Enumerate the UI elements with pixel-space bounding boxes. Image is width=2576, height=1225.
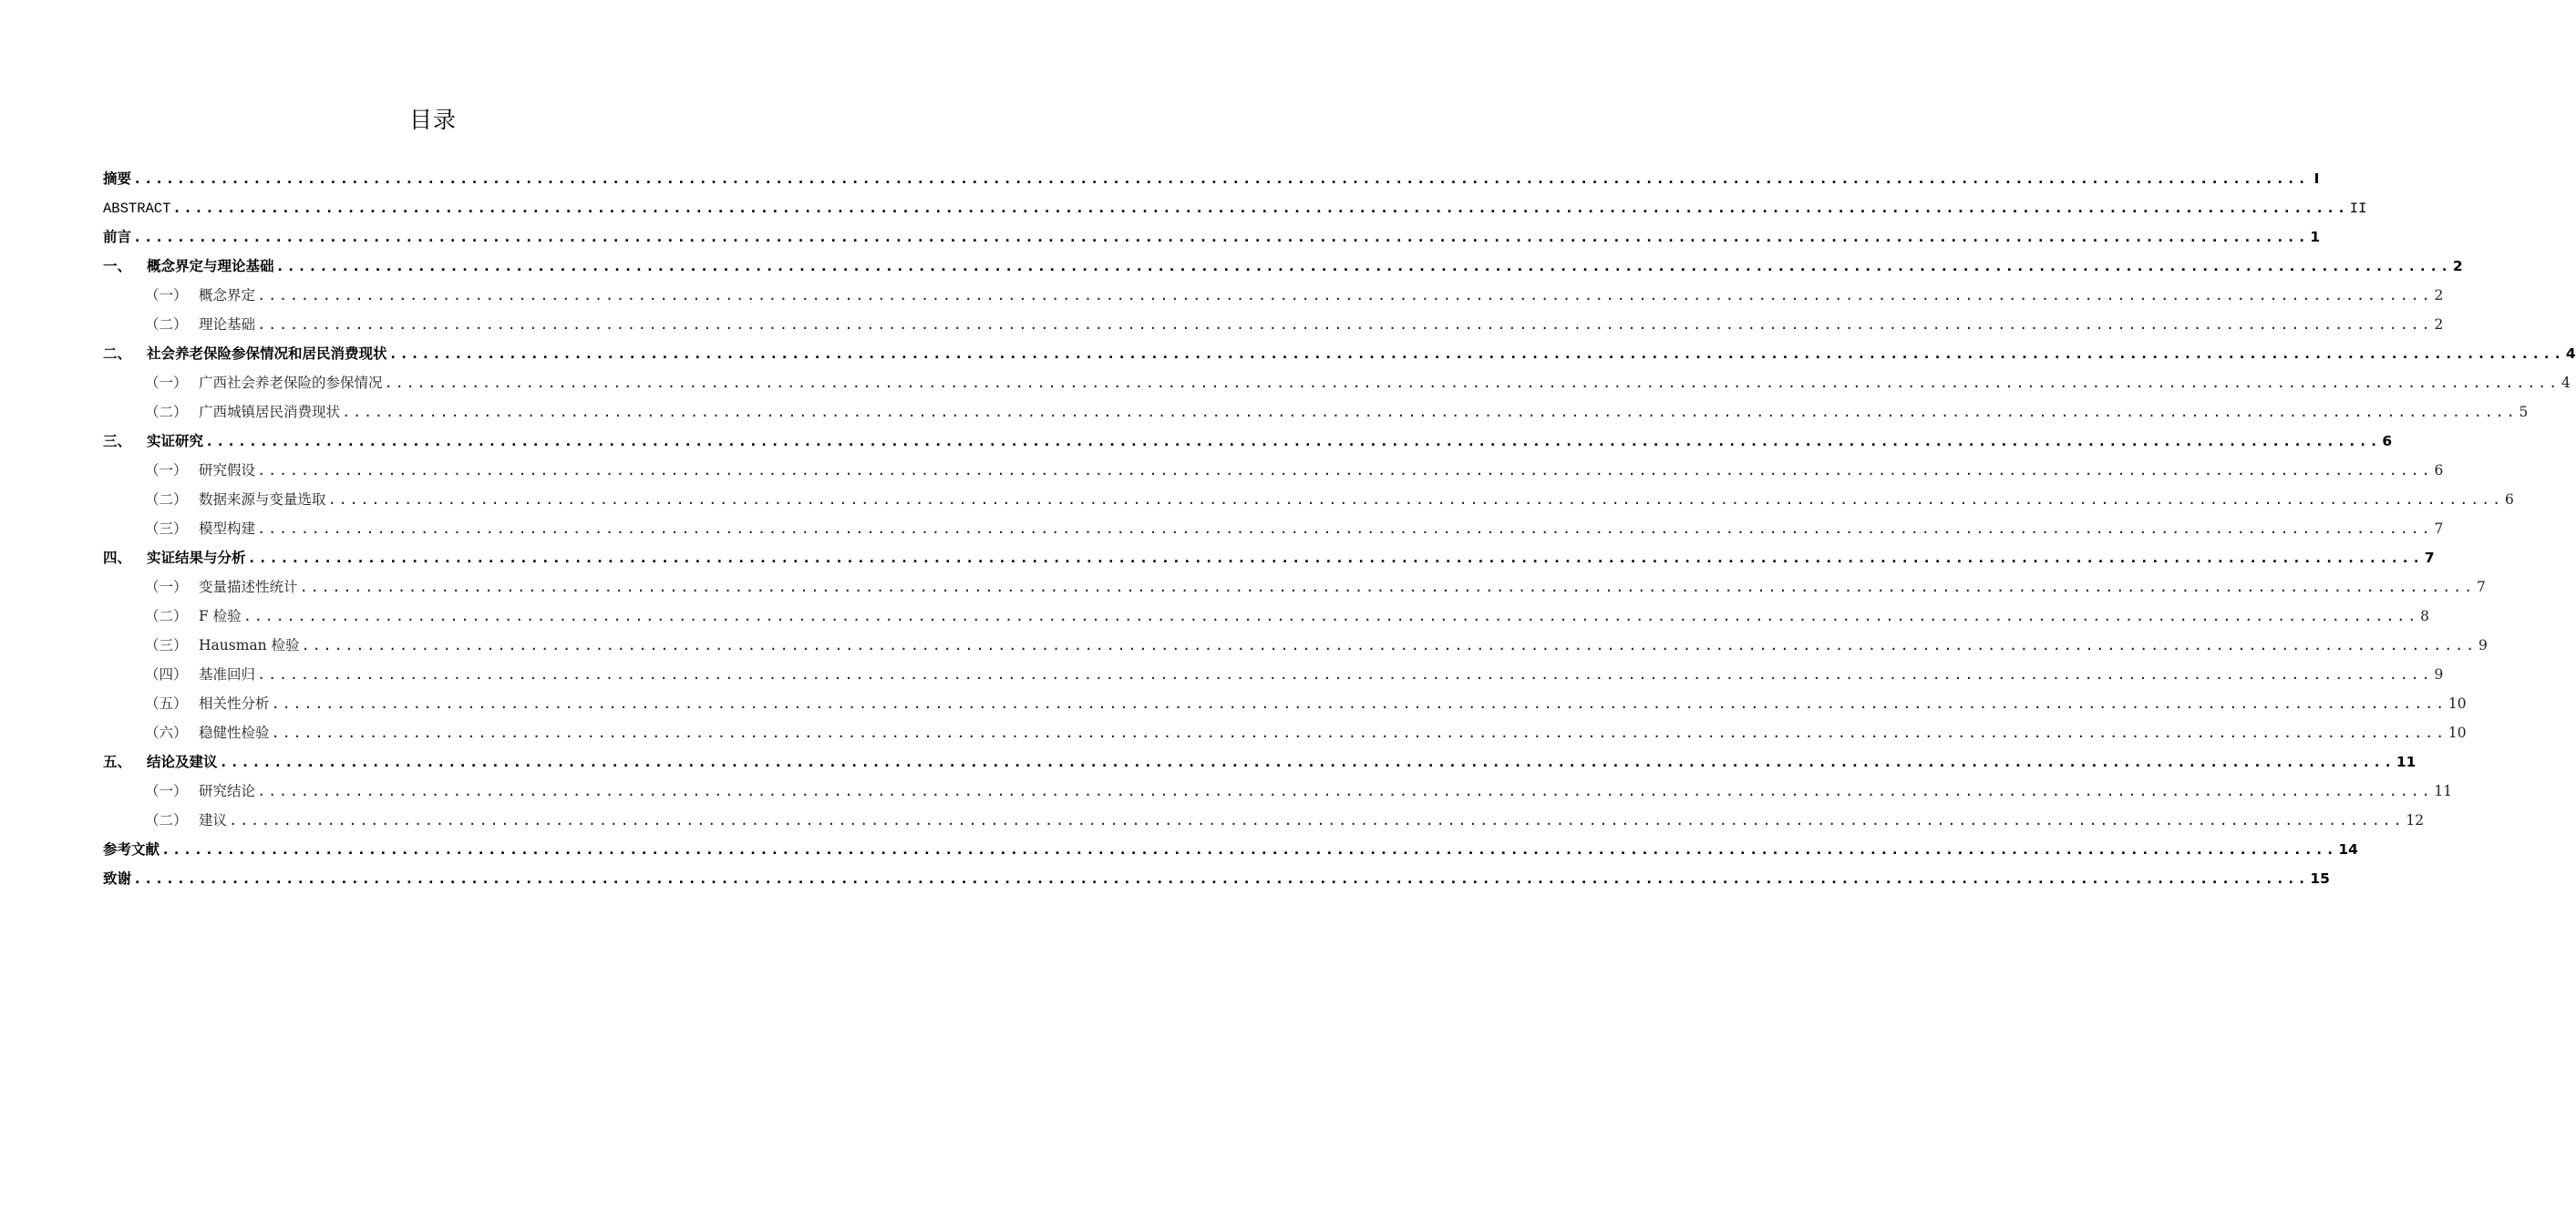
toc-entry[interactable] bbox=[103, 689, 2467, 718]
toc-entry-text: 稳健性检验 bbox=[199, 725, 270, 741]
toc-leader-dots: ........................................................................................................................................................................................................ bbox=[257, 666, 2433, 683]
toc-leader-dots: ........................................................................................................................................................................................................ bbox=[161, 841, 2337, 858]
toc-entry-text: 数据来源与变量选取 bbox=[199, 491, 326, 508]
toc-entry-page: 6 bbox=[2505, 491, 2514, 508]
toc-entry[interactable] bbox=[103, 456, 2444, 485]
toc-entry-page: 8 bbox=[2420, 608, 2430, 624]
toc-entry-text: 概念界定 bbox=[199, 287, 256, 304]
toc-leader-dots: ........................................................................................................................................................................................................ bbox=[275, 258, 2451, 274]
toc-entry[interactable] bbox=[103, 806, 2425, 835]
toc-leader-dots: ........................................................................................................................................................................................................ bbox=[257, 316, 2433, 333]
toc-leader-dots: ........................................................................................................................................................................................................ bbox=[229, 812, 2405, 829]
toc-entry[interactable] bbox=[103, 631, 2488, 660]
toc-entry-label bbox=[103, 164, 131, 193]
toc-entry-number: 三、 bbox=[103, 433, 132, 449]
toc-entry-page: 10 bbox=[2447, 725, 2467, 741]
toc-entry-label bbox=[145, 660, 255, 689]
toc-leader-dots: ........................................................................................................................................................................................................ bbox=[257, 462, 2433, 479]
toc-entry-page: I bbox=[2313, 170, 2320, 187]
toc-leader-dots: ........................................................................................................................................................................................................ bbox=[133, 870, 2309, 887]
toc-entry-text: 概念界定与理论基础 bbox=[147, 258, 274, 274]
toc-entry[interactable] bbox=[103, 252, 2463, 281]
toc-entry-label bbox=[145, 631, 300, 660]
toc-entry-label bbox=[145, 602, 242, 631]
toc-leader-dots: ........................................................................................................................................................................................................ bbox=[301, 637, 2477, 654]
toc-entry-page: 1 bbox=[2310, 229, 2321, 245]
toc-entry-label bbox=[145, 777, 255, 806]
toc-leader-dots: ........................................................................................................................................................................................................ bbox=[388, 345, 2564, 362]
toc-entry-page: 14 bbox=[2338, 841, 2358, 858]
toc-entry-page: 5 bbox=[2519, 404, 2529, 420]
toc-entry-number: （二） bbox=[145, 491, 188, 508]
toc-entry[interactable] bbox=[103, 777, 2453, 806]
toc-entry-page: 6 bbox=[2434, 462, 2444, 479]
toc-entry[interactable] bbox=[103, 397, 2529, 427]
toc-leader-dots: ........................................................................................................................................................................................................ bbox=[384, 375, 2560, 391]
toc-leader-dots: ........................................................................................................................................................................................................ bbox=[342, 404, 2518, 420]
toc-entry-label bbox=[145, 806, 227, 835]
toc-entry-label bbox=[145, 310, 255, 339]
toc-entry-number: （四） bbox=[145, 666, 188, 683]
toc-leader-dots: ........................................................................................................................................................................................................ bbox=[257, 783, 2433, 799]
toc-entry-number: 一、 bbox=[103, 258, 132, 274]
toc-entry-number: （二） bbox=[145, 812, 188, 829]
toc-entry-text: 结论及建议 bbox=[147, 754, 218, 770]
toc-entry-text: 社会养老保险参保情况和居民消费现状 bbox=[147, 345, 387, 362]
toc-entry-text: 前言 bbox=[103, 229, 132, 245]
toc-entry[interactable] bbox=[103, 835, 2358, 864]
toc-entry-page: 7 bbox=[2434, 520, 2444, 537]
toc-entry-number: （二） bbox=[145, 316, 188, 333]
toc-entry[interactable] bbox=[103, 427, 2393, 456]
toc-entry-page: 15 bbox=[2310, 870, 2330, 887]
toc-entry-label bbox=[145, 397, 340, 427]
toc-entry[interactable] bbox=[103, 602, 2430, 631]
toc-entry-number: （一） bbox=[145, 287, 188, 304]
toc-entry-label bbox=[103, 252, 274, 281]
toc-entry-text: 变量描述性统计 bbox=[199, 579, 298, 595]
toc-entry[interactable] bbox=[103, 514, 2444, 543]
toc-entry-text: 建议 bbox=[199, 812, 228, 829]
toc-entry-page: 7 bbox=[2424, 550, 2435, 566]
toc-entry-text: 实证结果与分析 bbox=[147, 550, 246, 566]
toc-entry-text: 参考文献 bbox=[103, 841, 160, 858]
toc-entry-page: 11 bbox=[2396, 754, 2416, 770]
toc-entry-text: 理论基础 bbox=[199, 316, 256, 333]
toc-entry-label bbox=[145, 572, 298, 602]
toc-entry-number: （三） bbox=[145, 520, 188, 537]
toc-entry-number: 五、 bbox=[103, 754, 132, 770]
toc-entry-label bbox=[103, 543, 246, 572]
toc-entry-number: （一） bbox=[145, 375, 188, 391]
toc-entry[interactable] bbox=[103, 281, 2444, 310]
toc-entry-number: 二、 bbox=[103, 345, 132, 362]
toc-entry-text: 研究结论 bbox=[199, 783, 256, 799]
toc-entry-number: （三） bbox=[145, 637, 188, 654]
toc-entry[interactable] bbox=[103, 864, 2330, 893]
toc-entry-text: F 检验 bbox=[199, 608, 242, 624]
toc-entry[interactable] bbox=[103, 368, 2571, 397]
toc-entry-label bbox=[145, 368, 383, 397]
toc-leader-dots: ........................................................................................................................................................................................................ bbox=[257, 520, 2433, 537]
toc-entry-text: ABSTRACT bbox=[103, 201, 171, 217]
toc-entry[interactable] bbox=[103, 747, 2416, 777]
toc-entry-label bbox=[145, 689, 270, 718]
toc-leader-dots: ........................................................................................................................................................................................................ bbox=[133, 170, 2309, 187]
toc-entry-number: （五） bbox=[145, 695, 188, 712]
toc-entry[interactable] bbox=[103, 543, 2435, 572]
toc-leader-dots: ........................................................................................................................................................................................................ bbox=[271, 695, 2447, 712]
toc-entry-page: 4 bbox=[2565, 345, 2576, 362]
toc-entry-text: 广西城镇居民消费现状 bbox=[199, 404, 341, 420]
toc-leader-dots: ........................................................................................................................................................................................................ bbox=[205, 433, 2381, 449]
toc-entry-page: 9 bbox=[2434, 666, 2444, 683]
toc-entry[interactable] bbox=[103, 339, 2576, 368]
toc-entry-label bbox=[145, 718, 270, 747]
toc-entry-page: 2 bbox=[2434, 287, 2444, 304]
toc-entry-label bbox=[103, 747, 218, 777]
toc-entry-label bbox=[103, 835, 160, 864]
toc-leader-dots: ........................................................................................................................................................................................................ bbox=[172, 200, 2348, 216]
toc-entry-text: 模型构建 bbox=[199, 520, 256, 537]
toc-entry-label bbox=[145, 456, 255, 485]
toc-entry-number: 四、 bbox=[103, 550, 132, 566]
toc-entry-page: II bbox=[2349, 201, 2367, 217]
toc-entry[interactable] bbox=[103, 222, 2321, 252]
toc-entry-page: 11 bbox=[2434, 783, 2453, 799]
toc-entry[interactable] bbox=[103, 164, 2320, 193]
toc-entry-label bbox=[145, 281, 255, 310]
toc-entry[interactable] bbox=[103, 660, 2444, 689]
toc-entry-page: 2 bbox=[2434, 316, 2444, 333]
toc-entry-label bbox=[103, 427, 203, 456]
toc-entry-number: （一） bbox=[145, 783, 188, 799]
toc-entry-label bbox=[145, 514, 255, 543]
toc-entry-label bbox=[145, 485, 326, 514]
toc-entry-text: 摘要 bbox=[103, 170, 132, 187]
toc-entry-page: 12 bbox=[2406, 812, 2425, 829]
toc-entry-number: （二） bbox=[145, 608, 188, 624]
toc-entry-page: 7 bbox=[2477, 579, 2486, 595]
table-of-contents bbox=[103, 164, 2576, 893]
toc-entry-number: （二） bbox=[145, 404, 188, 420]
toc-entry-text: 致谢 bbox=[103, 870, 132, 887]
toc-entry-text: 研究假设 bbox=[199, 462, 256, 479]
toc-leader-dots: ........................................................................................................................................................................................................ bbox=[299, 579, 2475, 595]
toc-entry-text: 基准回归 bbox=[199, 666, 256, 683]
toc-leader-dots: ........................................................................................................................................................................................................ bbox=[133, 229, 2309, 245]
toc-entry[interactable] bbox=[103, 193, 2367, 222]
toc-entry-label bbox=[103, 339, 387, 368]
toc-entry-number: （一） bbox=[145, 462, 188, 479]
toc-leader-dots: ........................................................................................................................................................................................................ bbox=[327, 491, 2503, 508]
toc-leader-dots: ........................................................................................................................................................................................................ bbox=[242, 608, 2419, 624]
toc-entry-label bbox=[103, 194, 170, 223]
toc-entry-number: （六） bbox=[145, 725, 188, 741]
toc-entry-page: 9 bbox=[2478, 637, 2488, 654]
toc-entry[interactable] bbox=[103, 485, 2514, 514]
toc-leader-dots: ........................................................................................................................................................................................................ bbox=[247, 550, 2423, 566]
toc-title: 目录 bbox=[408, 107, 457, 133]
toc-entry-text: 广西社会养老保险的参保情况 bbox=[199, 375, 383, 391]
toc-leader-dots: ........................................................................................................................................................................................................ bbox=[219, 754, 2395, 770]
toc-entry-page: 6 bbox=[2382, 433, 2393, 449]
toc-entry-page: 2 bbox=[2452, 258, 2463, 274]
toc-entry[interactable] bbox=[103, 310, 2444, 339]
toc-leader-dots: ........................................................................................................................................................................................................ bbox=[271, 725, 2447, 741]
toc-entry-page: 4 bbox=[2561, 375, 2571, 391]
toc-leader-dots: ........................................................................................................................................................................................................ bbox=[257, 287, 2433, 304]
toc-entry-page: 10 bbox=[2447, 695, 2467, 712]
toc-entry-text: 实证研究 bbox=[147, 433, 204, 449]
toc-entry-label bbox=[103, 222, 131, 252]
toc-entry[interactable] bbox=[103, 718, 2467, 747]
toc-entry[interactable] bbox=[103, 572, 2486, 602]
toc-entry-number: （一） bbox=[145, 579, 188, 595]
toc-entry-label bbox=[103, 864, 131, 893]
toc-entry-text: Hausman 检验 bbox=[199, 637, 300, 654]
toc-entry-text: 相关性分析 bbox=[199, 695, 270, 712]
